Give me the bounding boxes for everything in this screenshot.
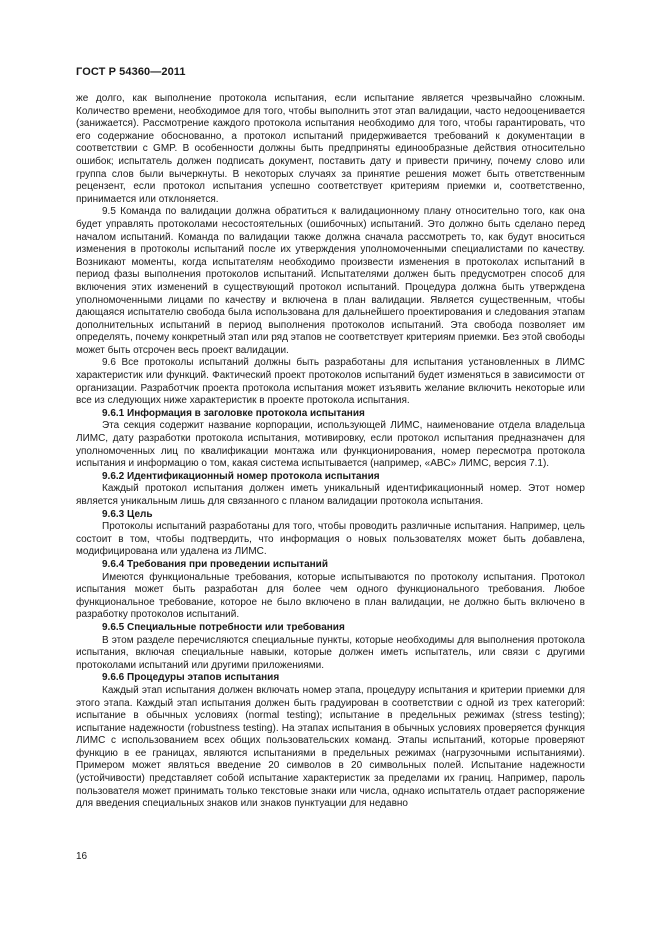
section-heading: 9.6.5 Специальные потребности или требования [102,621,345,633]
body-paragraph: В этом разделе перечисляются специальные пункты, которые необходимы для выполнения протокола испытания, включая специальные навыки, которые должен иметь испытатель, или связи с другими протоколами испытаний или другими приложениями. [76,634,585,671]
body-paragraph: Каждый этап испытания должен включать номер этапа, процедуру испытания и критерии приемки для этого этапа. Каждый этап испытания должен быть градуирован в соответствии с одной из трех категорий: испытание в обычных условиях (normal testing); испытание в предельных режимах (stress testing); испытание надежности (robustness testing). На этапах испытания в обычных условиях проверяется функция ЛИМС с использованием всех общих пользовательских команд. Этапы испытаний, которые проверяют функцию в ее границах, являются испытаниями в предельных режимах (нагрузочными испытаниями). Примером может являться введение 20 символов в 20 символьных полей. Испытание надежности (устойчивости) представляет собой испытание характеристик за пределами их границ. Например, пароль пользователя может принимать только текстовые знаки или числа, однако испытатель отдает распоряжение для введения специальных знаков или знаков пунктуации для недавно [76,684,585,810]
body-paragraph: Имеются функциональные требования, которые испытываются по протоколу испытания. Протокол испытания может быть разработан для более чем одного функционального требования. Любое функциональное требование, которое не было включено в план валидации, не должно быть включено в разработку протоколов испытаний. [76,571,585,621]
section-heading: 9.6.4 Требования при проведении испытаний [102,558,328,570]
body-paragraph: 9.6 Все протоколы испытаний должны быть разработаны для испытания установленных в ЛИМС характеристик или функций. Фактический проект протоколов испытаний будет изменяться в зависимости от организации. Разработчик проекта протокола испытания может изъявить желание включить некоторые или все из следующих ниже характеристик в проекте протокола испытания. [76,357,585,407]
section-heading: 9.6.3 Цель [102,508,153,520]
body-paragraph: же долго, как выполнение протокола испытания, если испытание является чрезвычайно сложным. Количество времени, необходимое для того, чтобы выполнить этот этап валидации, часто недооценивается (занижается). Рассмотрение каждого протокола испытания необходимо для того, чтобы гарантировать, что его содержание обоснованно, а протокол испытаний придерживается требований к документации в соответствии с GMP. В особенности должны быть предприняты единообразные действия относительно ошибок; испытатель должен подписать документ, поставить дату и привести причину, почему слово или группа слов были вычеркнуты. В некоторых случаях за принятие решения может быть ответственным рецензент, если протокол испытания успешно соответствует критериям приемки и, соответственно, принимается или отклоняется. [76,93,585,205]
document-body [76,93,585,811]
body-paragraph: Протоколы испытаний разработаны для того, чтобы проводить различные испытания. Например, цель состоит в том, чтобы подтвердить, что информация о новых пользователях может быть добавлена, модифицирована или удалена из ЛИМС. [76,521,585,558]
page-number: 16 [76,851,88,862]
section-heading: 9.6.2 Идентификационный номер протокола испытания [102,470,380,482]
section-heading: 9.6.1 Информация в заголовке протокола испытания [102,407,365,419]
body-paragraph: 9.5 Команда по валидации должна обратиться к валидационному плану относительно того, как она будет управлять протоколами несостоятельных (ошибочных) испытаний. Это должно быть сделано перед началом испытаний. Команда по валидации также должна сначала рассмотреть то, как будут вноситься изменения в протоколы испытаний после их утверждения уполномоченными специалистами по качеству. Возникают моменты, когда испытателям необходимо произвести изменения в протоколах испытаний в период фазы выполнения протоколов испытаний. Испытателями должен быть предусмотрен способ для включения этих изменений в существующий протокол испытаний. Процедура должна быть утверждена уполномоченными лицами по качеству и включена в план валидации. Является существенным, чтобы дающаяся испытателю свобода была использована для дальнейшего проектирования и следования этапам дополнительных испытаний в период выполнения протоколов испытаний. Эта свобода позволяет им определять, почему конкретный этап или ряд этапов не соответствует критериям приемки. Без этой свободы может быть отсрочен весь проект валидации. [76,206,585,356]
section-heading: 9.6.6 Процедуры этапов испытания [102,672,280,684]
body-paragraph: Эта секция содержит название корпорации, использующей ЛИМС, наименование отдела владельца ЛИМС, дату разработки протокола испытания, мотивировку, если протокол испытания предназначен для уполномоченных лиц по квалификации монтажа или функционирования, номер пересмотра протокола испытания и информацию о том, какая система испытывается (например, «ABC» ЛИМС, версия 7.1). [76,420,585,470]
document-header: ГОСТ Р 54360—2011 [76,66,186,78]
body-paragraph: Каждый протокол испытания должен иметь уникальный идентификационный номер. Этот номер является уникальным лишь для связанного с планом валидации протокола испытания. [76,483,585,507]
